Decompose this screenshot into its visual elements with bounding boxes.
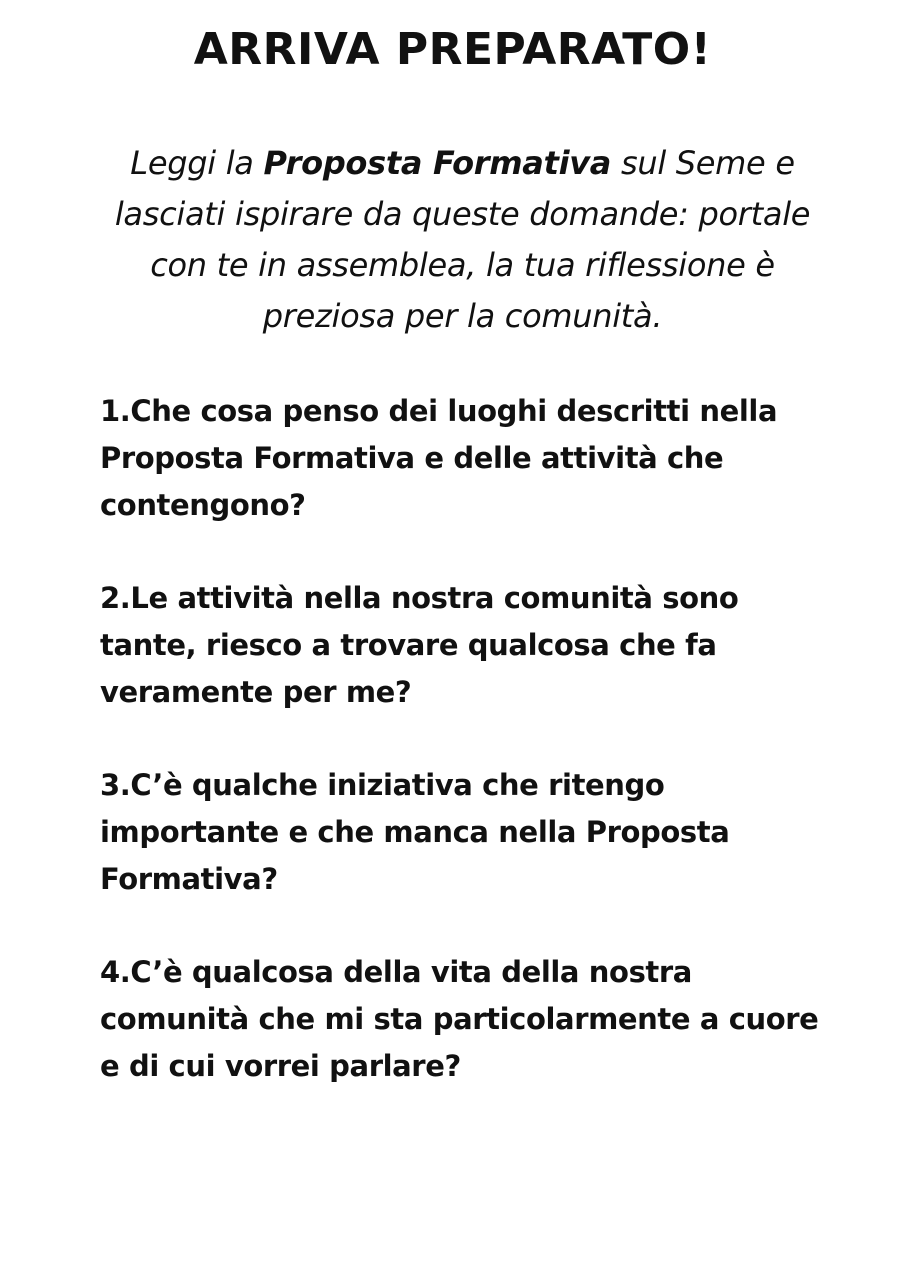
page-title: ARRIVA PREPARATO! bbox=[193, 24, 712, 75]
question-2: 2.Le attività nella nostra comunità sono tante, riesco a trovare qualcosa che fa veramente per me? bbox=[100, 581, 739, 709]
intro-emphasis: Proposta Formativa bbox=[263, 144, 612, 182]
question-3: 3.C’è qualche iniziativa che ritengo importante e che manca nella Proposta Formativa? bbox=[100, 768, 730, 896]
intro-text-before: Leggi la bbox=[130, 144, 264, 182]
intro-text-after: sul Seme e lasciati ispirare da queste domande: portale con te in assemblea, la tua riflessione è preziosa per la comunità. bbox=[114, 144, 811, 335]
question-list bbox=[100, 388, 830, 1136]
intro-paragraph bbox=[100, 138, 825, 342]
question-4: 4.C’è qualcosa della vita della nostra comunità che mi sta particolarmente a cuore e di cui vorrei parlare? bbox=[100, 955, 819, 1083]
question-1: 1.Che cosa penso dei luoghi descritti nella Proposta Formativa e delle attività che contengono? bbox=[100, 394, 778, 522]
